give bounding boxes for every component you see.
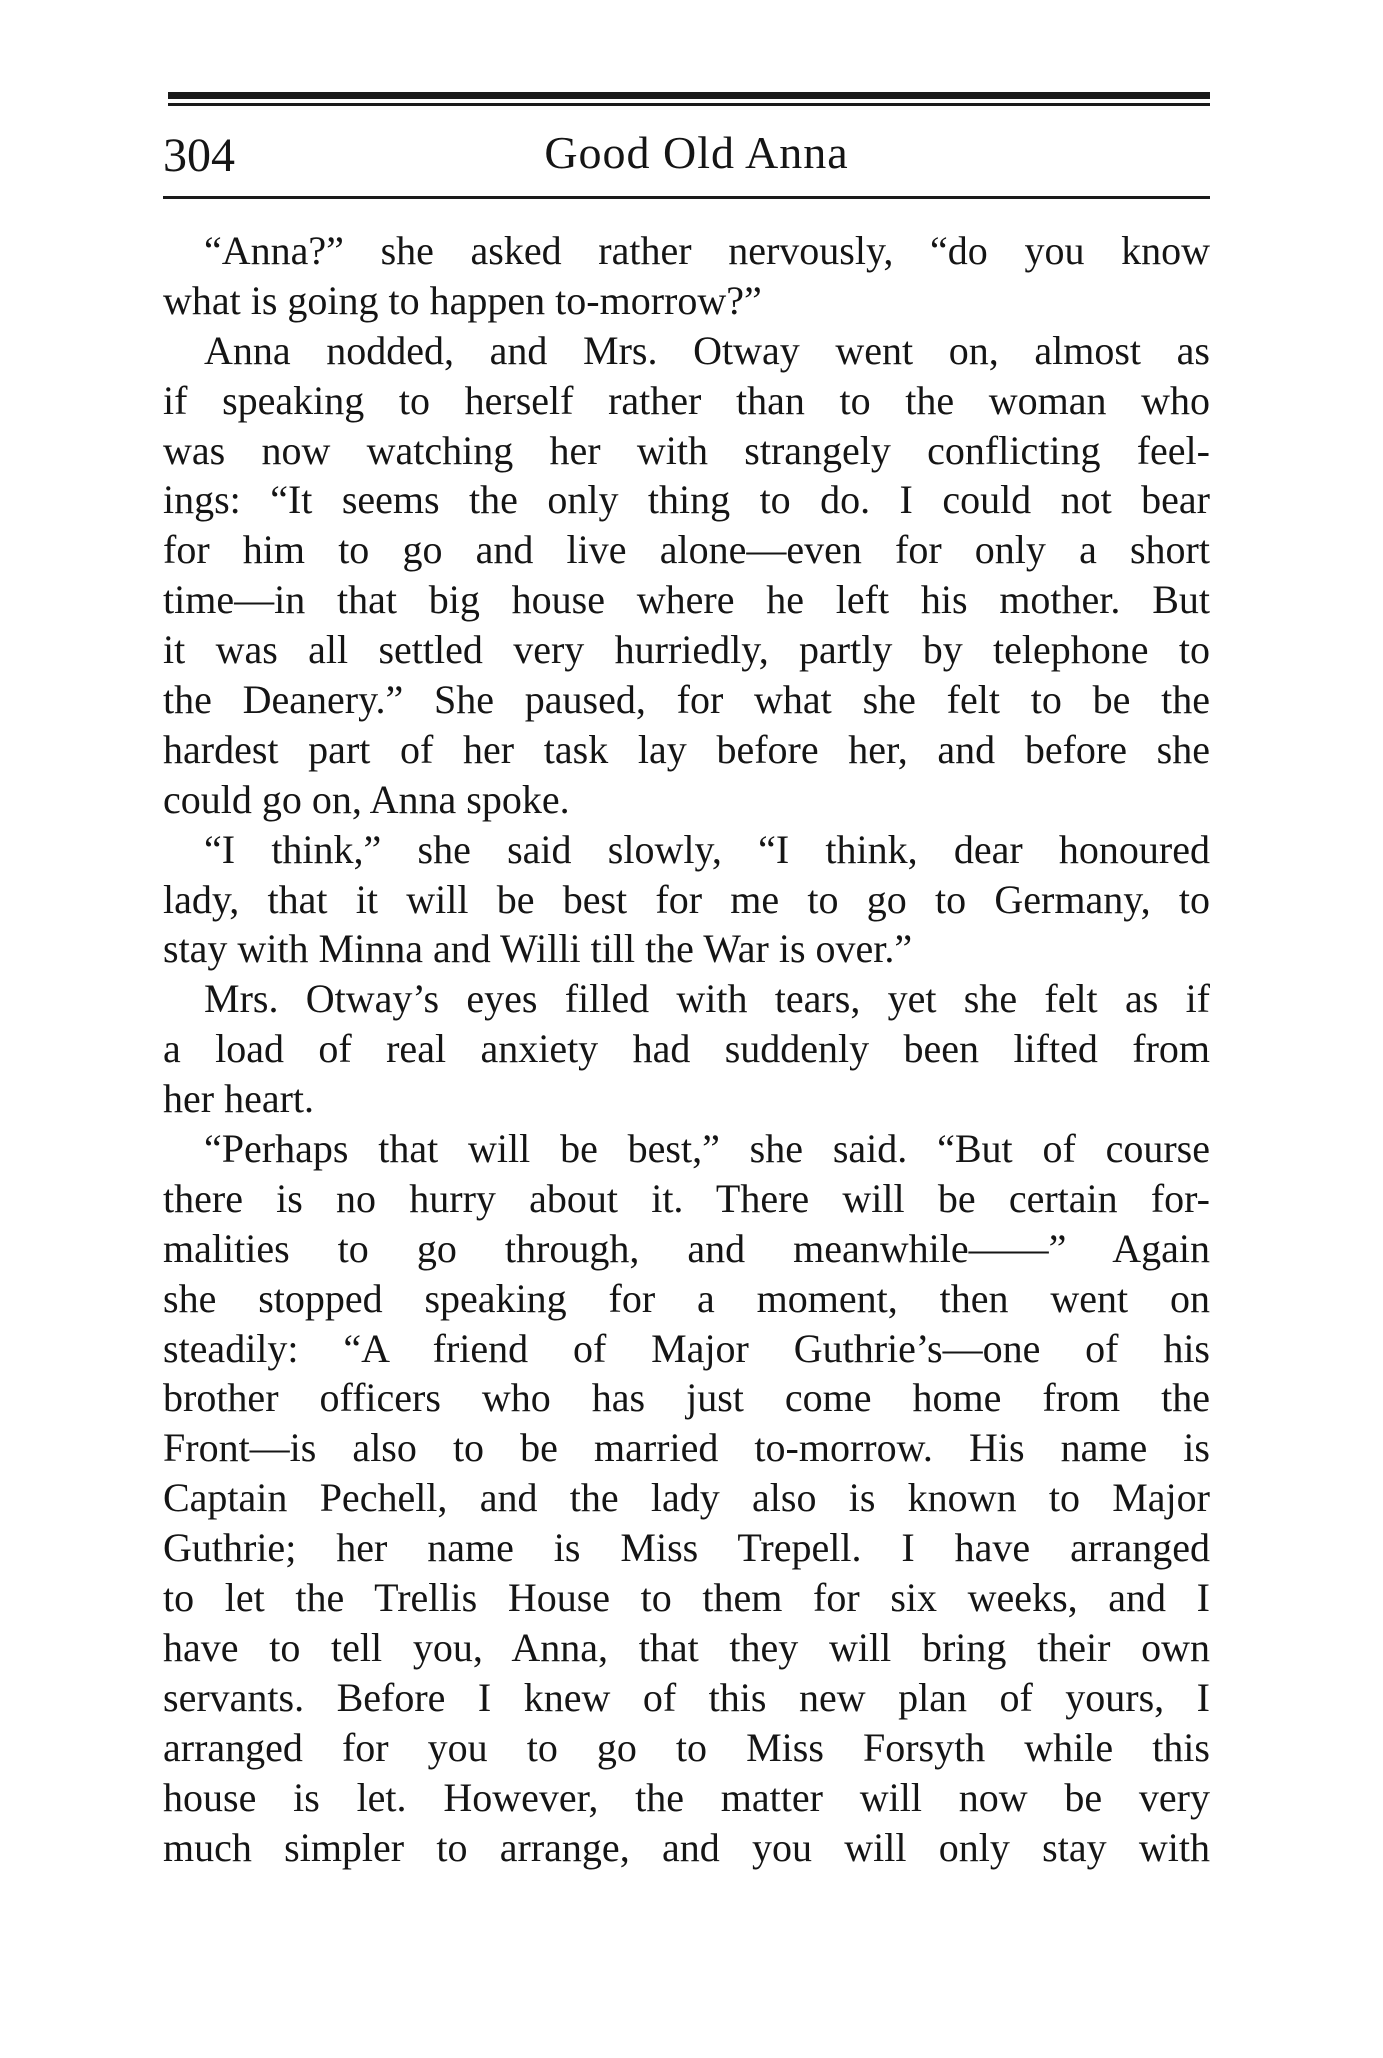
body-text — [163, 226, 1210, 1872]
text-line: Front—is also to be married to-morrow. His name is — [163, 1425, 1210, 1471]
text-line: was now watching her with strangely conflicting feel- — [163, 427, 1210, 473]
text-line: to let the Trellis House to them for six weeks, and I — [163, 1575, 1210, 1621]
text-line: she stopped speaking for a moment, then went on — [163, 1275, 1210, 1321]
text-line: much simpler to arrange, and you will only stay with — [163, 1824, 1210, 1870]
text-line: it was all settled very hurriedly, partly by telephone to — [163, 627, 1210, 673]
text-line: malities to go through, and meanwhile——” Again — [163, 1225, 1210, 1271]
text-line: “Anna?” she asked rather nervously, “do you know — [204, 228, 1210, 273]
text-line: hardest part of her task lay before her, and before she — [163, 726, 1210, 772]
text-line: for him to go and live alone—even for only a short — [163, 527, 1210, 573]
text-line: steadily: “A friend of Major Guthrie’s—one of his — [163, 1325, 1210, 1371]
page-number: 304 — [163, 129, 235, 182]
text-line: have to tell you, Anna, that they will bring their own — [163, 1624, 1210, 1670]
text-line: stay with Minna and Willi till the War is over.” — [163, 926, 913, 972]
text-line: her heart. — [163, 1076, 315, 1122]
text-line: Captain Pechell, and the lady also is known to Major — [163, 1475, 1210, 1521]
text-line: could go on, Anna spoke. — [163, 776, 570, 822]
top-double-rule-thin — [168, 103, 1210, 106]
running-title: Good Old Anna — [544, 127, 849, 178]
text-line: what is going to happen to-morrow?” — [163, 277, 762, 323]
top-double-rule-thick — [168, 92, 1210, 99]
text-line: ings: “It seems the only thing to do. I could not bear — [163, 477, 1210, 523]
text-line: if speaking to herself rather than to the woman who — [163, 377, 1210, 423]
running-head — [163, 126, 1210, 186]
text-line: the Deanery.” She paused, for what she felt to be the — [163, 677, 1210, 723]
text-line: house is let. However, the matter will now be very — [163, 1774, 1210, 1820]
text-line: lady, that it will be best for me to go to Germany, to — [163, 876, 1210, 922]
text-line: there is no hurry about it. There will be certain for- — [163, 1175, 1210, 1221]
text-line: Guthrie; her name is Miss Trepell. I have arranged — [163, 1525, 1210, 1571]
text-line: a load of real anxiety had suddenly been lifted from — [163, 1026, 1210, 1072]
text-line: “Perhaps that will be best,” she said. “But of course — [204, 1126, 1210, 1172]
text-line: servants. Before I knew of this new plan of yours, I — [163, 1674, 1210, 1720]
text-line: Anna nodded, and Mrs. Otway went on, almost as — [204, 327, 1210, 373]
text-line: Mrs. Otway’s eyes filled with tears, yet she felt as if — [204, 976, 1210, 1022]
text-line: time—in that big house where he left his mother. But — [163, 577, 1210, 623]
text-line: arranged for you to go to Miss Forsyth while this — [163, 1724, 1210, 1770]
text-line: brother officers who has just come home from the — [163, 1375, 1210, 1421]
text-line: “I think,” she said slowly, “I think, dear honoured — [204, 826, 1210, 872]
header-rule — [163, 196, 1210, 199]
